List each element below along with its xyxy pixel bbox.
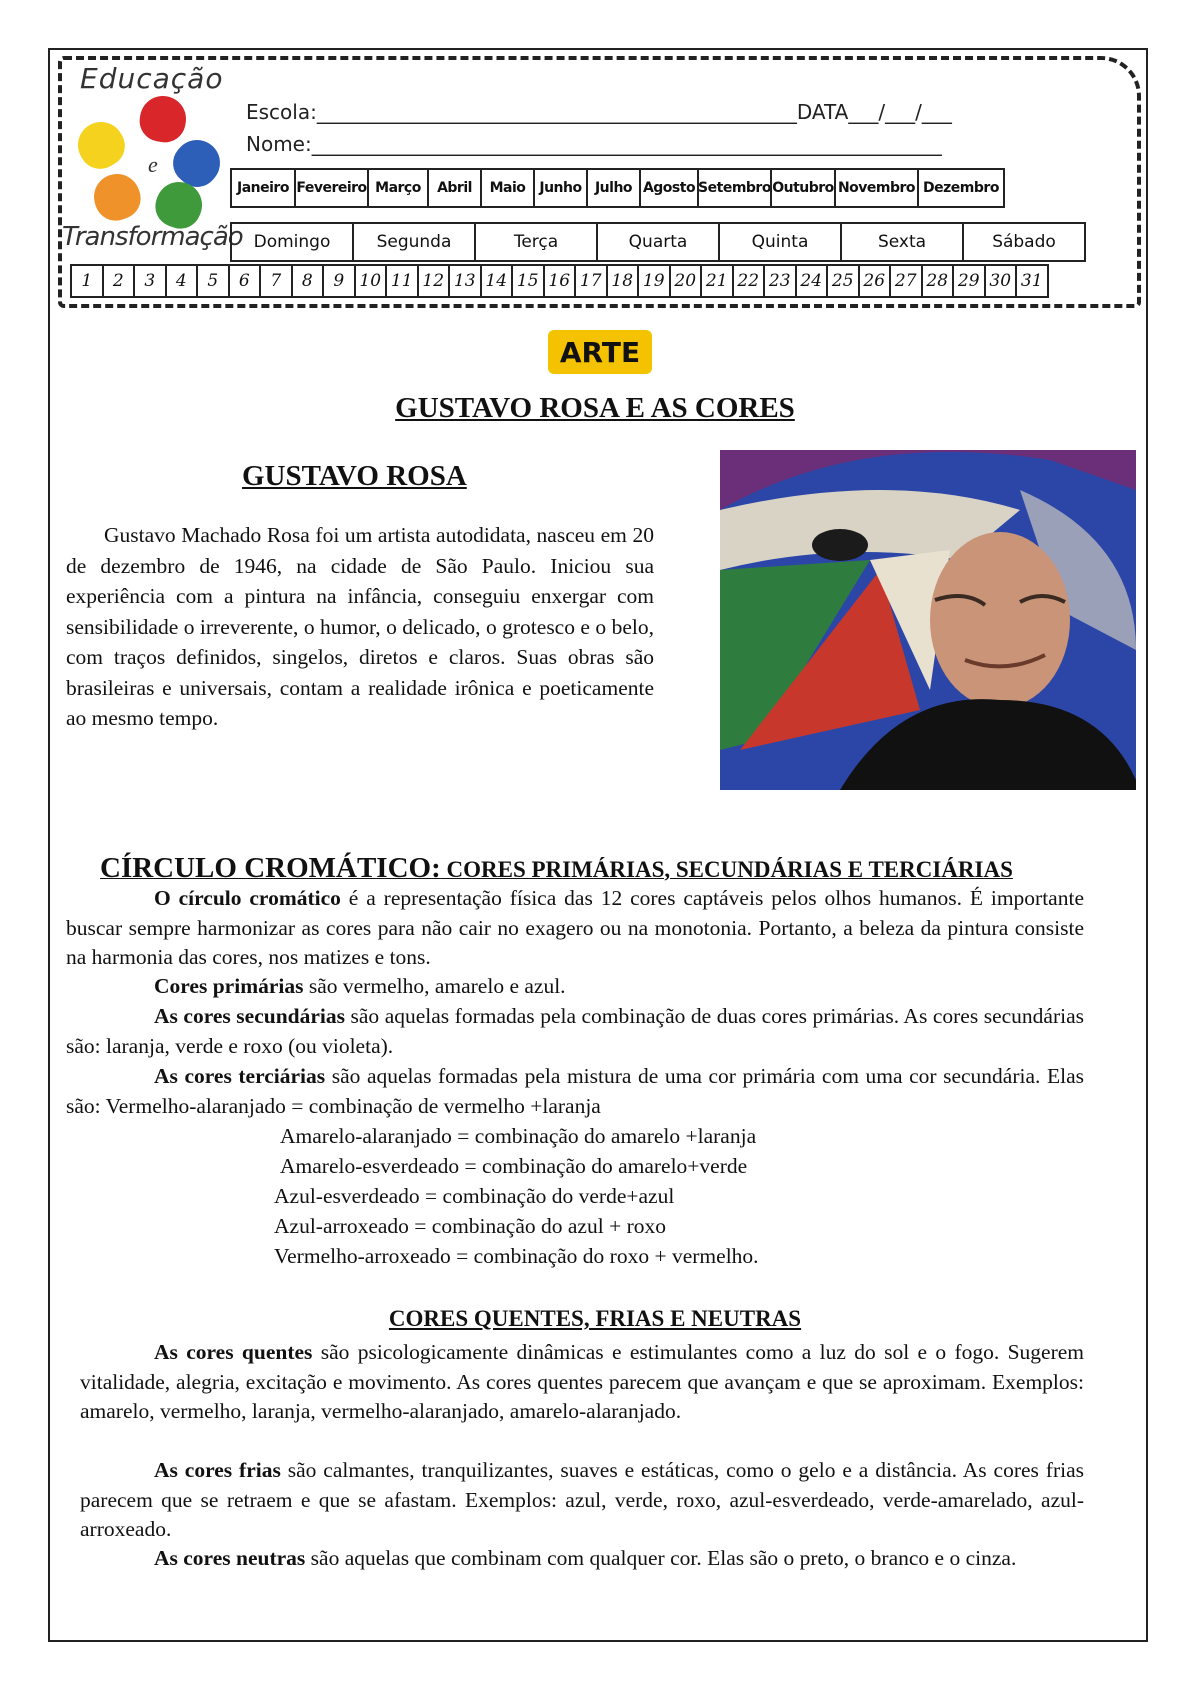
day-number-cell[interactable]: 27 (889, 264, 923, 298)
cool-colors-term: As cores frias (154, 1458, 281, 1482)
weekday-cell[interactable]: Sexta (840, 222, 964, 262)
day-number-cell[interactable]: 18 (606, 264, 640, 298)
color-circle-term: O círculo cromático (154, 886, 341, 910)
data-label: DATA (796, 100, 849, 124)
hand-orange-icon (88, 168, 147, 227)
month-cell[interactable]: Janeiro (230, 168, 296, 208)
data-line: ___/___/___ (848, 100, 952, 124)
hand-yellow-icon (70, 114, 133, 177)
mix-line: Azul-esverdeado = combinação do verde+azul (274, 1184, 675, 1208)
day-number-cell[interactable]: 3 (133, 264, 167, 298)
neutral-colors-paragraph (80, 1544, 1084, 1574)
day-number-cell[interactable]: 2 (102, 264, 136, 298)
weekdays-row (232, 222, 1086, 262)
day-number-cell[interactable]: 31 (1015, 264, 1049, 298)
mix-line: Amarelo-alaranjado = combinação do amarelo +laranja (280, 1124, 757, 1148)
day-number-cell[interactable]: 29 (952, 264, 986, 298)
mix-line: Vermelho-arroxeado = combinação do roxo + vermelho. (274, 1244, 759, 1268)
day-number-cell[interactable]: 13 (448, 264, 482, 298)
hand-red-icon (136, 92, 189, 145)
warm-colors-text: são psicologicamente dinâmicas e estimulantes como a luz do sol e o fogo. Sugerem vitalidade, alegria, excitação e movimento. As cores quentes parecem que avançam e que se aproximam. Exemplos: amarelo, vermelho, laranja, vermelho-alaranjado, amarelo-alaranjado. (80, 1340, 1085, 1423)
secondary-colors-paragraph (66, 1002, 1084, 1061)
day-number-cell[interactable]: 17 (574, 264, 608, 298)
bio-text: Gustavo Machado Rosa foi um artista autodidata, nasceu em 20 de dezembro de 1946, na cidade de São Paulo. Iniciou sua experiência com a pintura na infância, conseguiu enxergar com sensibilidade o irreverente, o humor, o delicado, o grotesco e o belo, com traços definidos, singelos, diretos e claros. Suas obras são brasileiras e universais, contam a realidade irônica e poeticamente ao mesmo tempo. (66, 523, 654, 730)
weekday-cell[interactable]: Sábado (962, 222, 1086, 262)
month-cell[interactable]: Outubro (770, 168, 836, 208)
weekday-cell[interactable]: Quinta (718, 222, 842, 262)
day-number-cell[interactable]: 6 (228, 264, 262, 298)
page-title: GUSTAVO ROSA E AS CORES (395, 392, 795, 424)
month-cell[interactable]: Maio (480, 168, 535, 208)
artist-photo (720, 450, 1136, 790)
bio-title: GUSTAVO ROSA (242, 460, 467, 492)
color-circle-title (100, 852, 1013, 885)
day-number-cell[interactable]: 21 (700, 264, 734, 298)
month-cell[interactable]: Julho (586, 168, 641, 208)
tertiary-colors-paragraph (66, 1062, 1084, 1121)
weekday-cell[interactable]: Domingo (230, 222, 354, 262)
day-numbers-row (72, 264, 1049, 298)
day-number-cell[interactable]: 30 (984, 264, 1018, 298)
color-circle-paragraph (66, 884, 1084, 973)
mix-line: Amarelo-esverdeado = combinação do amarelo+verde (280, 1154, 748, 1178)
month-cell[interactable]: Dezembro (917, 168, 1005, 208)
day-number-cell[interactable]: 23 (763, 264, 797, 298)
day-number-cell[interactable]: 12 (417, 264, 451, 298)
weekday-cell[interactable]: Segunda (352, 222, 476, 262)
day-number-cell[interactable]: 4 (165, 264, 199, 298)
day-number-cell[interactable]: 15 (511, 264, 545, 298)
day-number-cell[interactable]: 8 (291, 264, 325, 298)
tertiary-colors-text: são aquelas formadas pela mistura de uma cor primária com uma cor secundária. Elas são: Vermelho-alaranjado = combinação de vermelho +laranja (66, 1064, 1084, 1118)
secondary-colors-term: As cores secundárias (154, 1004, 345, 1028)
weekday-cell[interactable]: Terça (474, 222, 598, 262)
tertiary-colors-term: As cores terciárias (154, 1064, 326, 1088)
day-number-cell[interactable]: 19 (637, 264, 671, 298)
primary-colors-paragraph (66, 972, 1084, 1002)
primary-colors-term: Cores primárias (154, 974, 304, 998)
month-cell[interactable]: Abril (427, 168, 482, 208)
subject-badge: ARTE (548, 330, 652, 374)
logo-e: e (148, 152, 158, 177)
cool-colors-text: são calmantes, tranquilizantes, suaves e estáticas, como o gelo e a distância. As cores frias parecem que se retraem e que se afastam. Exemplos: azul, verde, roxo, azul-esverdeado, verde-amarelado, azul-arroxeado. (80, 1458, 1084, 1541)
day-number-cell[interactable]: 20 (669, 264, 703, 298)
day-number-cell[interactable]: 16 (543, 264, 577, 298)
nome-label: Nome: (246, 132, 312, 156)
color-circle-title-main: CÍRCULO CROMÁTICO: (100, 852, 441, 884)
temperature-title: CORES QUENTES, FRIAS E NEUTRAS (388, 1306, 802, 1331)
day-number-cell[interactable]: 14 (480, 264, 514, 298)
logo (62, 62, 243, 252)
color-circle-title-sub: CORES PRIMÁRIAS, SECUNDÁRIAS E TERCIÁRIAS (440, 857, 1013, 882)
escola-label: Escola: (246, 100, 317, 124)
day-number-cell[interactable]: 7 (259, 264, 293, 298)
month-cell[interactable]: Fevereiro (294, 168, 369, 208)
month-cell[interactable]: Setembro (697, 168, 772, 208)
nome-line: _______________________________________________________________ (311, 132, 942, 156)
day-number-cell[interactable]: 24 (795, 264, 829, 298)
neutral-colors-term: As cores neutras (154, 1546, 306, 1570)
mix-line: Azul-arroxeado = combinação do azul + roxo (274, 1214, 666, 1238)
nome-field[interactable] (246, 132, 942, 156)
secondary-colors-text: são aquelas formadas pela combinação de duas cores primárias. As cores secundárias são: laranja, verde e roxo (ou violeta). (66, 1004, 1084, 1058)
escola-line: ________________________________________________ (316, 100, 797, 124)
color-circle-text: é a representação física das 12 cores captáveis pelos olhos humanos. É importante buscar sempre harmonizar as cores para não cair no exagero ou na monotonia. Portanto, a beleza da pintura consiste na harmonia das cores, nos matizes e tons. (66, 886, 1084, 969)
month-cell[interactable]: Novembro (834, 168, 919, 208)
warm-colors-term: As cores quentes (154, 1340, 313, 1364)
month-cell[interactable]: Junho (533, 168, 588, 208)
day-number-cell[interactable]: 25 (826, 264, 860, 298)
day-number-cell[interactable]: 9 (322, 264, 356, 298)
neutral-colors-text: são aquelas que combinam com qualquer cor. Elas são o preto, o branco e o cinza. (305, 1546, 1017, 1570)
day-number-cell[interactable]: 10 (354, 264, 388, 298)
escola-field[interactable] (246, 100, 952, 124)
day-number-cell[interactable]: 11 (385, 264, 419, 298)
cool-colors-paragraph (80, 1456, 1084, 1545)
weekday-cell[interactable]: Quarta (596, 222, 720, 262)
day-number-cell[interactable]: 5 (196, 264, 230, 298)
primary-colors-text: são vermelho, amarelo e azul. (303, 974, 566, 998)
logo-text-bottom: Transformação (62, 222, 243, 252)
day-number-cell[interactable]: 26 (858, 264, 892, 298)
day-number-cell[interactable]: 1 (70, 264, 104, 298)
day-number-cell[interactable]: 22 (732, 264, 766, 298)
month-cell[interactable]: Março (367, 168, 429, 208)
warm-colors-paragraph (80, 1338, 1084, 1427)
logo-text-top: Educação (80, 62, 224, 95)
months-row (232, 168, 1005, 208)
month-cell[interactable]: Agosto (639, 168, 699, 208)
artist-painting-image (720, 450, 1136, 790)
day-number-cell[interactable]: 28 (921, 264, 955, 298)
